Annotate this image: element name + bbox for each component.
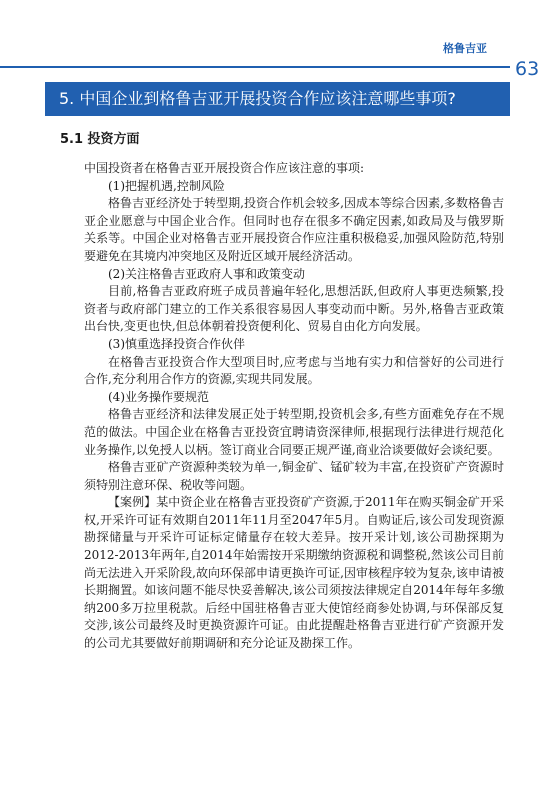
header-rule (0, 66, 510, 68)
chapter-title: 5. 中国企业到格鲁吉亚开展投资合作应该注意哪些事项? (59, 89, 456, 108)
page-number: 63 (515, 58, 540, 80)
case-text: 某中资企业在格鲁吉亚投资矿产资源,于2011年在购买铜金矿开采权,开采许可证有效期自2011年11月至2047年5月。自购证后,该公司发现资源勘探储量与开采许可证标定储量存在较大差异。按开采计划,该公司勘探期为2012-2013年两年,自2014年始需按开采期缴纳资源税和调整税,然该公司目前尚无法进入开采阶段,故向环保部申请更换许可证,因审核程序较为复杂,该申请被长期搁置。如该问题不能尽快妥善解决,该公司须按法律规定自2014年每年多缴纳200多万拉里税款。后经中国驻格鲁吉亚大使馆经商参处协调,与环保部反复交涉,该公司最终及时更换资源许可证。由此提醒赴格鲁吉亚进行矿产资源开发的公司尤其要做好前期调研和充分论证及勘探工作。 (84, 495, 504, 651)
paragraph-1: 格鲁吉亚经济处于转型期,投资合作机会较多,因成本等综合因素,多数格鲁吉亚企业愿意与中国企业合作。但同时也存在很多不确定因素,如政局及与俄罗斯关系等。中国企业对格鲁吉亚开展投资合作应注重积极稳妥,加强风险防范,特别要避免在其境内冲突地区及附近区域开展经济活动。 (84, 196, 504, 263)
case-paragraph (84, 494, 504, 652)
section-heading: 5.1 投资方面 (60, 132, 140, 147)
country-label: 格鲁吉亚 (443, 42, 487, 55)
paragraph-4: 格鲁吉亚经济和法律发展正处于转型期,投资机会多,有些方面难免存在不规范的做法。中国企业在格鲁吉亚投资宜聘请资深律师,根据现行法律进行规范化业务操作,以免授人以柄。签订商业合同要正规严谨,商业洽谈要做好会谈纪要。 (84, 407, 504, 457)
paragraph-3: 在格鲁吉亚投资合作大型项目时,应考虑与当地有实力和信誉好的公司进行合作,充分利用合作方的资源,实现共同发展。 (84, 354, 504, 387)
subheading-2: (2)关注格鲁吉亚政府人事和政策变动 (108, 266, 305, 281)
paragraph-2: 目前,格鲁吉亚政府班子成员普遍年轻化,思想活跃,但政府人事更迭频繁,投资者与政府部门建立的工作关系很容易因人事变动而中断。另外,格鲁吉亚政策出台快,变更也快,但总体朝着投资便利化、贸易自由化方向发展。 (84, 284, 504, 334)
subheading-4: (4)业务操作要规范 (108, 389, 209, 404)
case-label: 【案例】 (108, 495, 157, 510)
body-text (84, 160, 504, 653)
intro-paragraph: 中国投资者在格鲁吉亚开展投资合作应该注意的事项: (84, 161, 365, 175)
chapter-title-bar (45, 82, 510, 116)
subheading-1: (1)把握机遇,控制风险 (108, 178, 225, 193)
subheading-3: (3)慎重选择投资合作伙伴 (108, 336, 245, 351)
paragraph-5: 格鲁吉亚矿产资源种类较为单一,铜金矿、锰矿较为丰富,在投资矿产资源时须特别注意环保、税收等问题。 (84, 460, 504, 492)
